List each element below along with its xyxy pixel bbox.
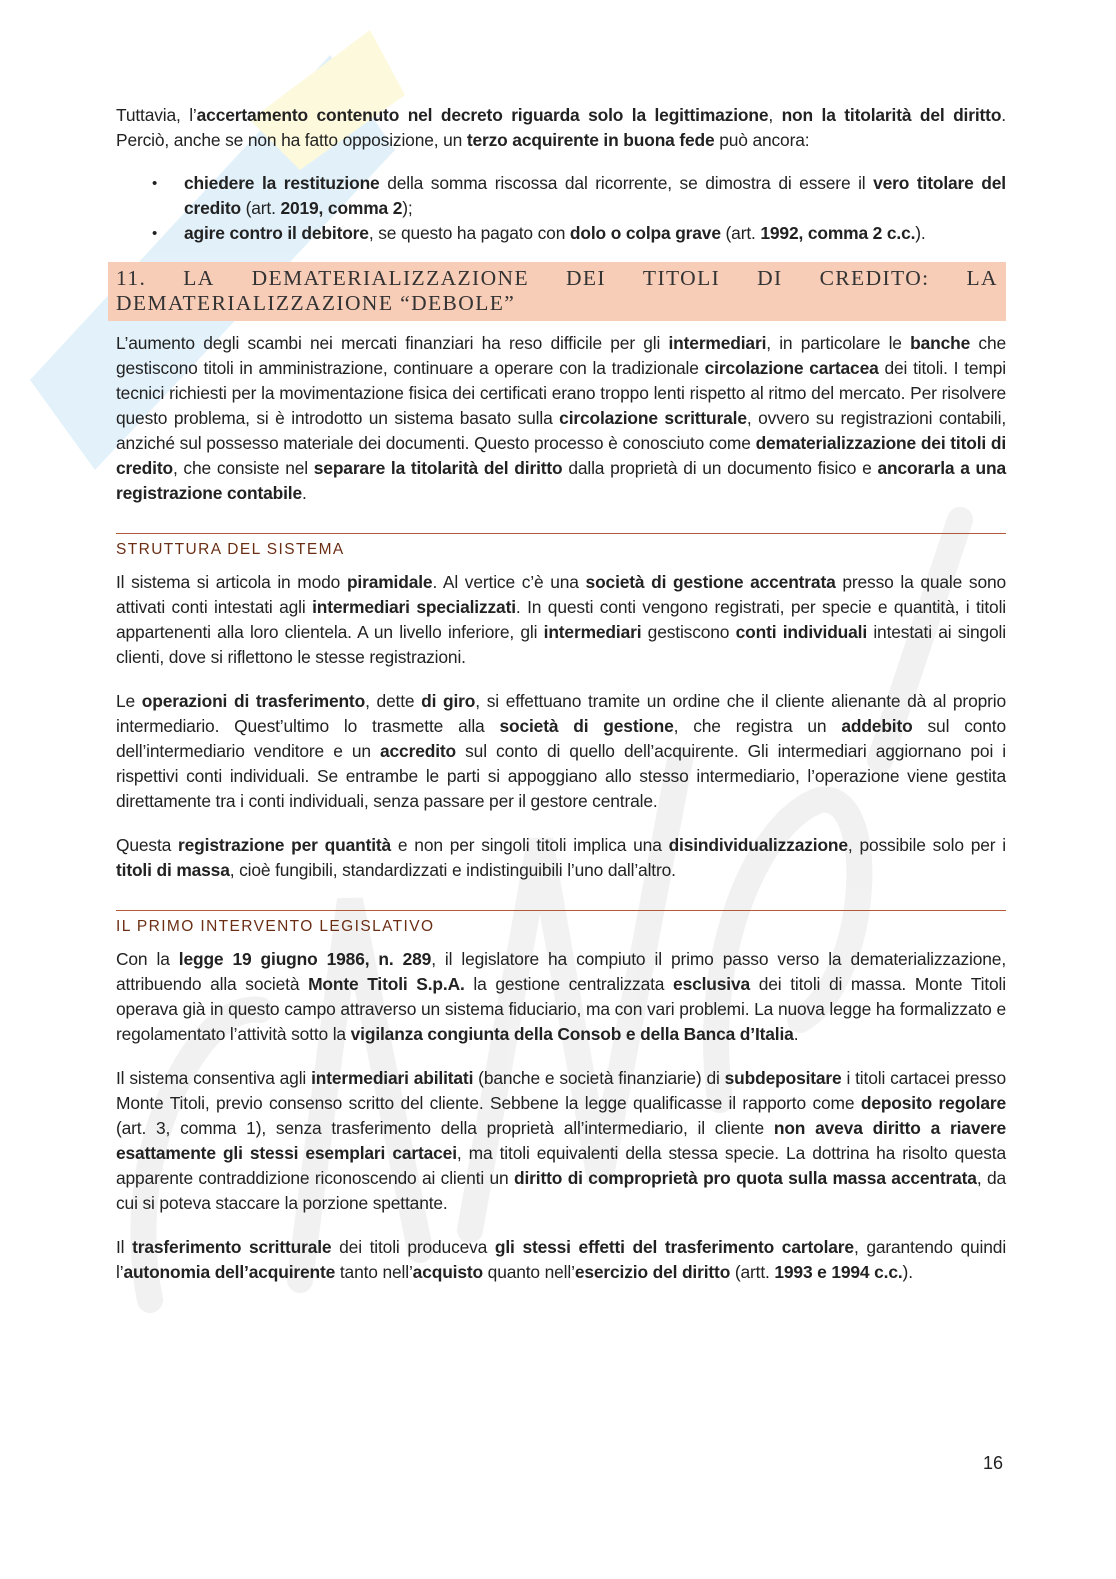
intervento-paragraph-2: Il sistema consentiva agli intermediari abilitati (banche e società finanziarie) di subdepositare i titoli cartacei presso Monte Titoli, previo consenso scritto del cliente. Sebbene la legge qualificasse il rapporto come deposito regolare (art. 3, comma 1), senza trasferimento della proprietà all’intermediario, il cliente non aveva diritto a riavere esattamente gli stessi esemplari cartacei, ma titoli equivalenti della stessa specie. La dottrina ha risolto questa apparente contraddizione riconoscendo ai clienti un diritto di comproprietà pro quota sulla massa accentrata, da cui si poteva staccare la porzione spettante. (116, 1068, 1006, 1213)
struttura-paragraph-2: Le operazioni di trasferimento, dette di giro, si effettuano tramite un ordine che il cliente alienante dà al proprio intermediario. Quest’ultimo lo trasmette alla società di gestione, che registra un addebito sul conto dell’intermediario venditore e un accredito sul conto di quello dell’acquirente. Gli intermediari aggiornano poi i rispettivi conti individuali. Se entrambe le parti si appoggiano allo stesso intermediario, l’operazione viene gestita direttamente tra i conti individuali, senza passare per il gestore centrale. (116, 691, 1006, 811)
heading-line-1: 11. LA DEMATERIALIZZAZIONE DEI TITOLI DI CREDITO: LA (116, 266, 998, 290)
intro-paragraph: Tuttavia, l’accertamento contenuto nel decreto riguarda solo la legittimazione, non la titolarità del diritto. Perciò, anche se non ha fatto opposizione, un terzo acquirente in buona fede può ancora: (116, 105, 1006, 150)
intervento-paragraph-3: Il trasferimento scritturale dei titoli produceva gli stessi effetti del trasferimento cartolare, garantendo quindi l’autonomia dell’acquirente tanto nell’acquisto quanto nell’esercizio del diritto (artt. 1993 e 1994 c.c.). (116, 1237, 1007, 1282)
section-heading-11 (108, 262, 1006, 321)
intervento-paragraph-1: Con la legge 19 giugno 1986, n. 289, il legislatore ha compiuto il primo passo verso la dematerializzazione, attribuendo alla società Monte Titoli S.p.A. la gestione centralizzata esclusiva dei titoli di massa. Monte Titoli operava già in questo campo attraverso un sistema fiduciario, ma con vari problemi. La nuova legge ha formalizzato e regolamentato l’attività sotto la vigilanza congiunta della Consob e della Banca d’Italia. (116, 949, 1006, 1044)
section-paragraph: L’aumento degli scambi nei mercati finanziari ha reso difficile per gli intermediari, in particolare le banche che gestiscono titoli in amministrazione, continuare a operare con la tradizionale circolazione cartacea dei titoli. I tempi tecnici richiesti per la movimentazione fisica dei certificati erano troppo lenti rispetto al ritmo del mercato. Per risolvere questo problema, si è introdotto un sistema basato sulla circolazione scritturale, ovvero su registrazioni contabili, anziché sul possesso materiale dei documenti. Questo processo è conosciuto come dematerializzazione dei titoli di credito, che consiste nel separare la titolarità del diritto dalla proprietà di un documento fisico e ancorarla a una registrazione contabile. (116, 333, 1007, 503)
struttura-paragraph-3: Questa registrazione per quantità e non per singoli titoli implica una disindividualizzazione, possibile solo per i titoli di massa, cioè fungibili, standardizzati e indistinguibili l’uno dall’altro. (116, 835, 1007, 880)
heading-line-2: DEMATERIALIZZAZIONE “DEBOLE” (116, 291, 516, 315)
document-page (116, 103, 1006, 1285)
subheading-intervento: IL PRIMO INTERVENTO LEGISLATIVO (116, 910, 1006, 938)
struttura-paragraph-1: Il sistema si articola in modo piramidale. Al vertice c’è una società di gestione accentrata presso la quale sono attivati conti intestati agli intermediari specializzati. In questi conti vengono registrati, per specie e quantità, i titoli appartenenti alla loro clientela. A un livello inferiore, gli intermediari gestiscono conti individuali intestati ai singoli clienti, dove si riflettono le stesse registrazioni. (116, 572, 1007, 667)
bullet-list (116, 171, 1006, 246)
subheading-struttura: STRUTTURA DEL SISTEMA (116, 533, 1006, 561)
list-item: • agire contro il debitore, se questo ha pagato con dolo o colpa grave (art. 1992, comma 2 c.c.). (184, 221, 1006, 246)
list-item: • chiedere la restituzione della somma riscossa dal ricorrente, se dimostra di essere il vero titolare del credito (art. 2019, comma 2); (184, 171, 1006, 221)
page-number: 16 (983, 1453, 1004, 1473)
